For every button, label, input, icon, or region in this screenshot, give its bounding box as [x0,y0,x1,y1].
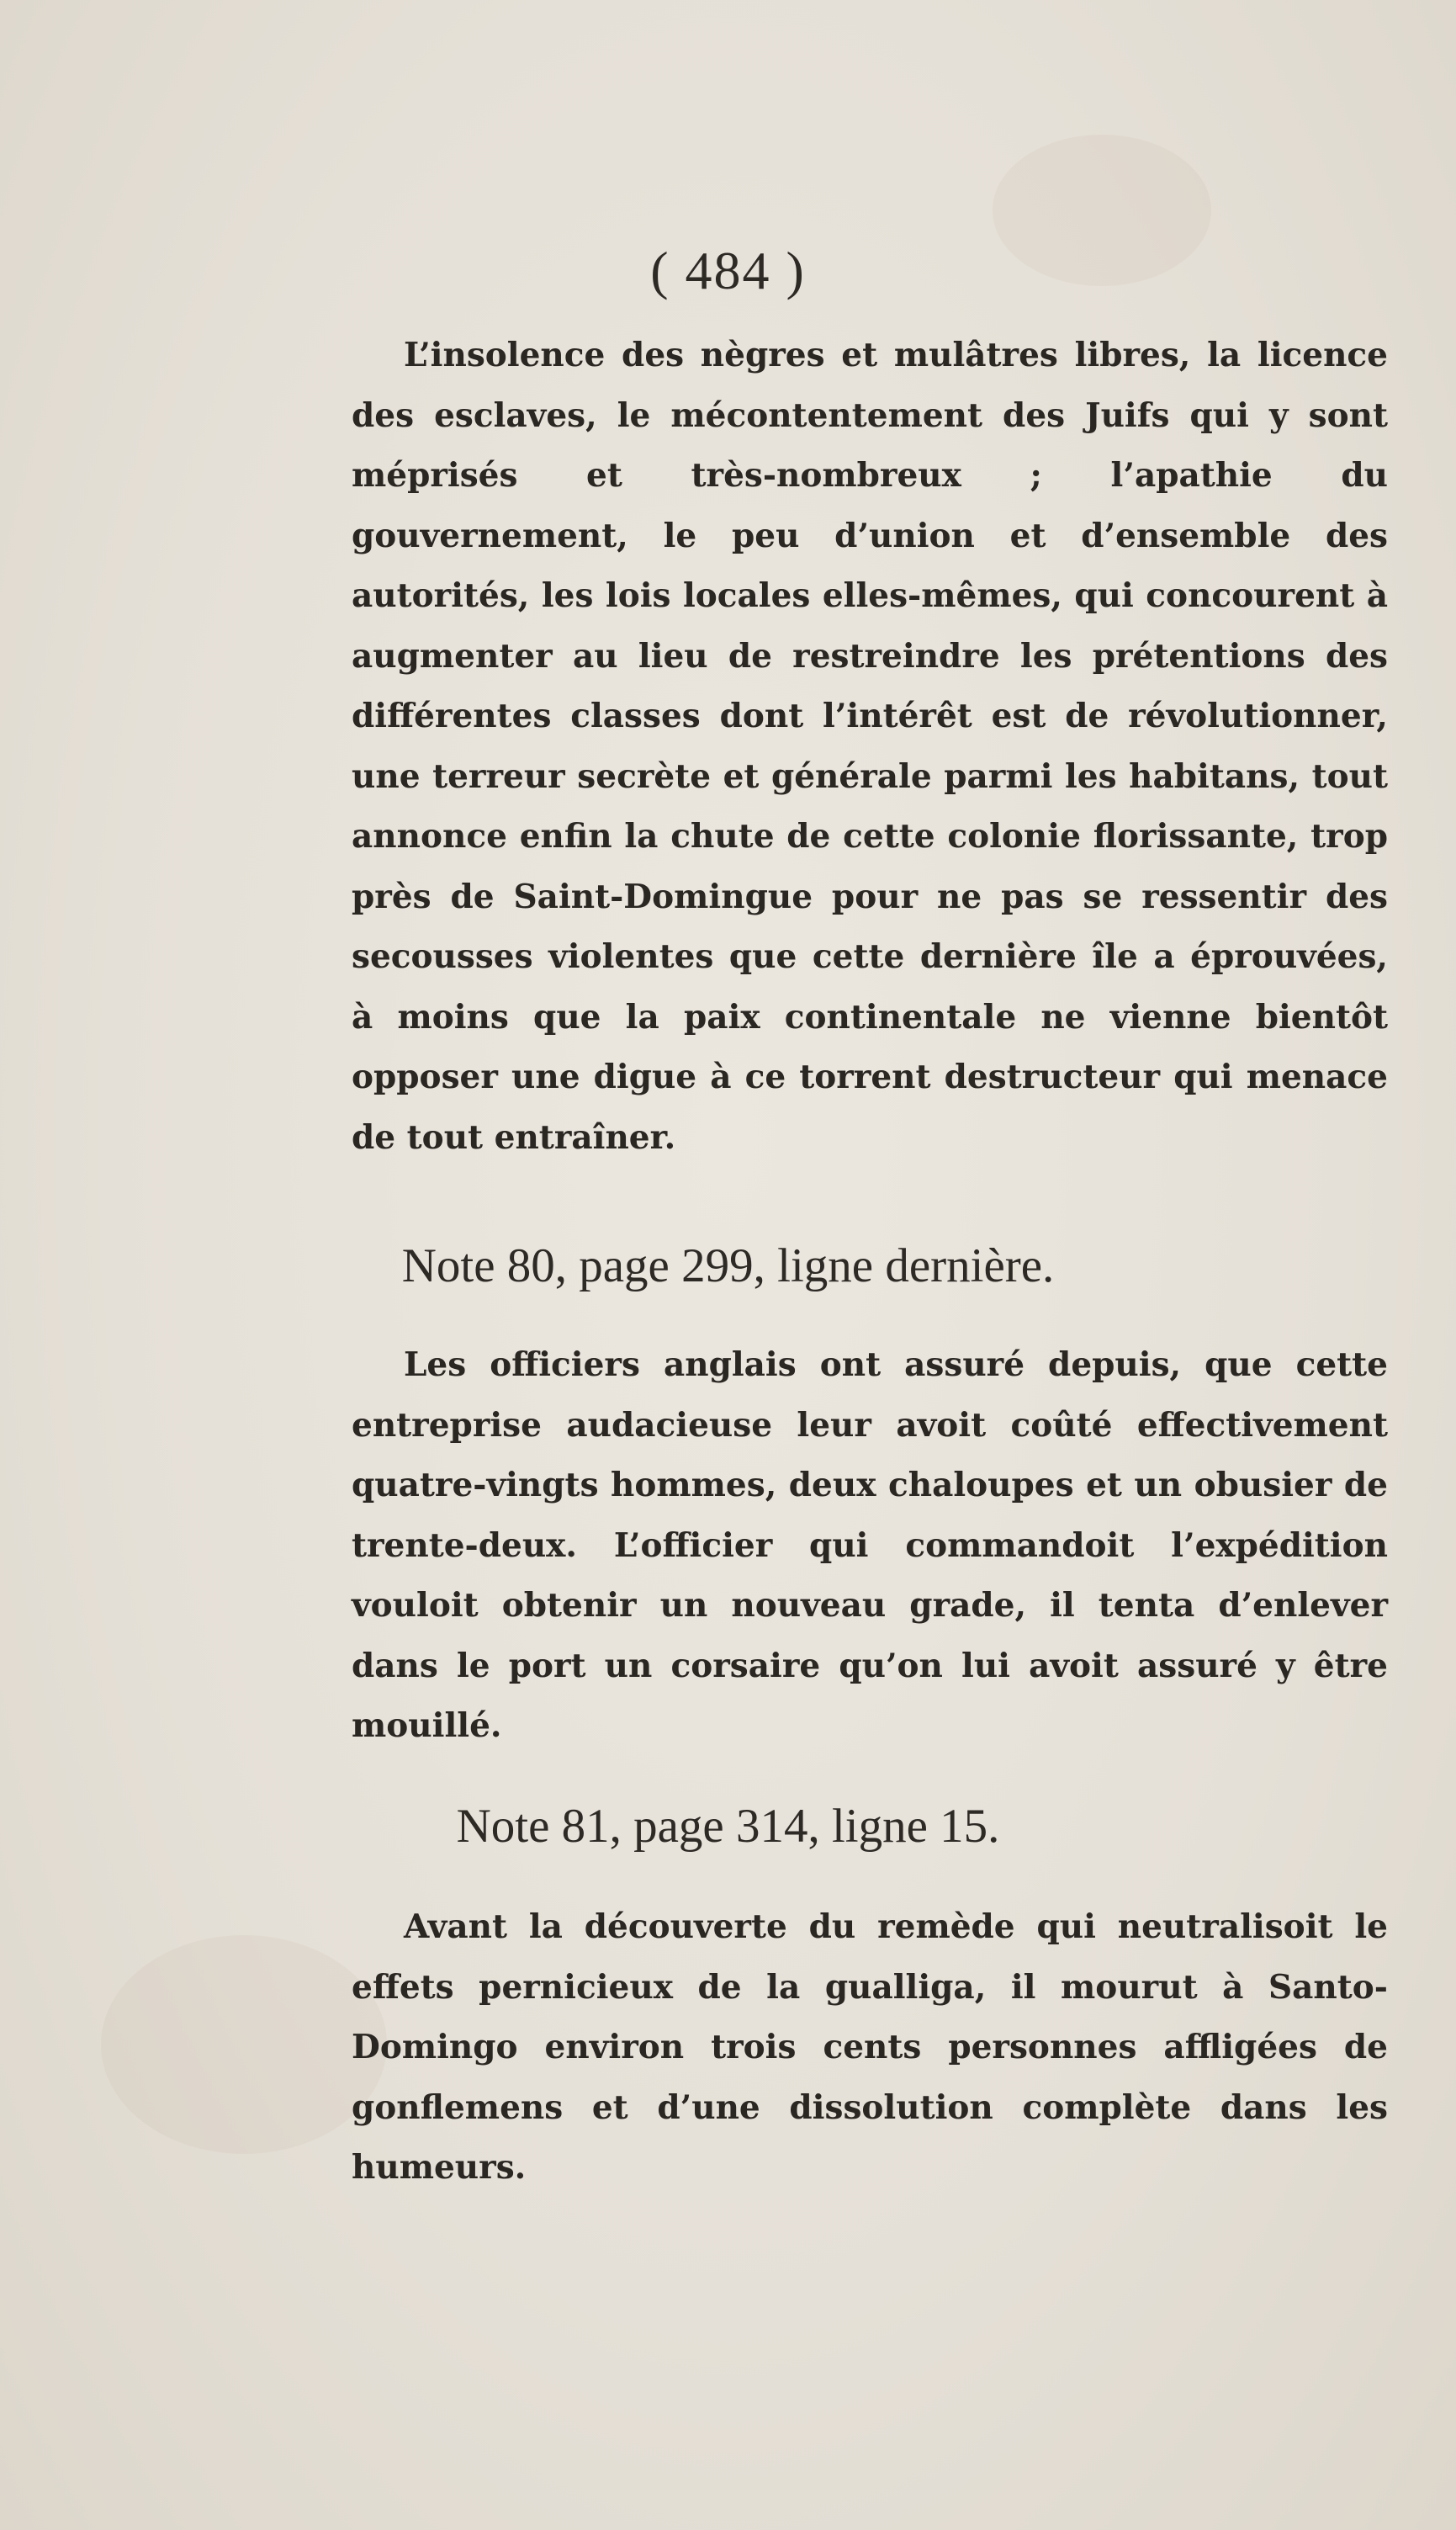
paragraph-text: L’insolence des nègres et mulâtres libres, la licence des esclaves, le mécontentement des Juifs qui y sont méprisés et très-nombreux ; l’apathie du gouvernement, le peu d’union et d’ensemble des autorités, les lois locales elles-mêmes, qui concourent à augmenter au lieu de restreindre les prétentions des différentes classes dont l’intérêt est de révolutionner, une terreur secrète et générale parmi les habitans, tout annonce enfin la chute de cette colonie florissante, trop près de Saint-Domingue pour ne pas se ressentir des secousses violentes que cette dernière île a éprouvées, à moins que la paix continentale ne vienne bientôt opposer une digue à ce torrent destructeur qui menace de tout entraîner. [352,336,1388,1157]
paragraph-text: Avant la découverte du remède qui neutralisoit le effets pernicieux de la gualliga, il mourut à Santo-Domingo environ trois cents personnes affligées de gonflemens et d’une dissolution complète dans les humeurs. [352,1907,1388,2187]
page-number: ( 484 ) [650,241,806,300]
paragraph-text: Les officiers anglais ont assuré depuis, que cette entreprise audacieuse leur avoit coûté effectivement quatre-vingts hommes, deux chaloupes et un obusier de trente-deux. L’officier qui commandoit l’expédition vouloit obtenir un nouveau grade, il tenta d’enlever dans le port un corsaire qu’on lui avoit assuré y être mouillé. [352,1345,1388,1745]
paragraph-insolence [352,326,1388,1168]
note-81-heading: Note 81, page 314, ligne 15. [456,1800,1000,1853]
paragraph-officiers [352,1335,1388,1757]
paragraph-remede [352,1897,1388,2199]
paper-stain [101,1935,387,2154]
note-80-heading: Note 80, page 299, ligne dernière. [401,1239,1055,1292]
